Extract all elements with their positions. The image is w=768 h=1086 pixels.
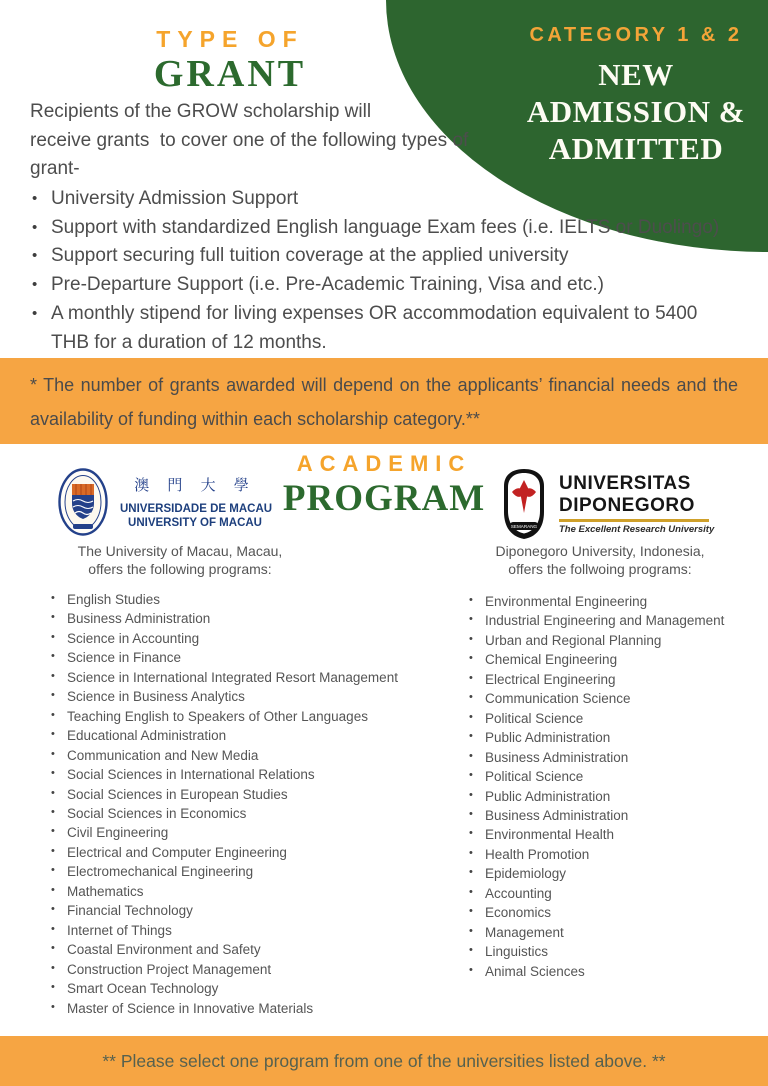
diponegoro-program-item: • Health Promotion: [469, 845, 759, 864]
macau-program-item: • Coastal Environment and Safety: [51, 940, 431, 959]
diponegoro-caption-line: Diponegoro University, Indonesia,: [495, 543, 705, 559]
diponegoro-tagline: The Excellent Research University: [559, 523, 715, 535]
section-eyebrow-academic: ACADEMIC: [296, 451, 472, 476]
macau-english-name: UNIVERSITY OF MACAU: [128, 517, 262, 529]
university-of-macau-logo: [58, 468, 273, 536]
diponegoro-program-item: • Environmental Health: [469, 825, 759, 844]
diponegoro-program-item: • Public Administration: [469, 787, 759, 806]
macau-program-item: • Educational Administration: [51, 726, 431, 745]
diponegoro-program-item: • Political Science: [469, 767, 759, 786]
diponegoro-program-item: • Public Administration: [469, 728, 759, 747]
select-program-banner: [0, 1036, 768, 1086]
diponegoro-caption-line: offers the follwoing programs:: [508, 560, 692, 577]
section-title-program: PROGRAM: [282, 478, 486, 519]
macau-program-item: • Internet of Things: [51, 921, 431, 940]
diponegoro-name-line1: UNIVERSITAS: [559, 473, 691, 495]
grant-type-list: [32, 185, 732, 357]
diponegoro-program-item: • Business Administration: [469, 806, 759, 825]
category-badge: [505, 24, 767, 167]
funding-note-text: * The number of grants awarded will depend on the applicants’ financial needs and the availability of funding within each scholarship category.**: [30, 375, 738, 429]
diponegoro-caption: [475, 543, 725, 578]
macau-program-item: • Construction Project Management: [51, 960, 431, 979]
section-eyebrow-type-of: TYPE OF: [156, 26, 304, 52]
grant-type-item: • Pre-Departure Support (i.e. Pre-Academic Training, Visa and etc.): [32, 271, 732, 300]
badge-category-label: CATEGORY 1 & 2: [529, 24, 743, 46]
diponegoro-program-item: • Economics: [469, 903, 759, 922]
macau-program-item: • Civil Engineering: [51, 823, 431, 842]
macau-program-item: • Science in Finance: [51, 648, 431, 667]
macau-program-item: • Science in Business Analytics: [51, 687, 431, 706]
macau-program-item: • Mathematics: [51, 882, 431, 901]
badge-title-line: NEW: [598, 57, 674, 92]
intro-line: receive grants to cover one of the following types of: [30, 129, 469, 151]
macau-emblem-icon: [58, 468, 108, 536]
diponegoro-program-item: • Chemical Engineering: [469, 650, 759, 669]
macau-program-item: • Financial Technology: [51, 901, 431, 920]
diponegoro-shield-icon: [502, 468, 546, 540]
intro-line: grant-: [30, 158, 80, 180]
diponegoro-program-item: • Communication Science: [469, 689, 759, 708]
macau-program-item: • Business Administration: [51, 609, 431, 628]
macau-portuguese-name: UNIVERSIDADE DE MACAU: [120, 503, 273, 515]
page-title-grant: GRANT: [153, 53, 307, 95]
macau-logo-text: [120, 474, 273, 530]
macau-program-item: • Master of Science in Innovative Materials: [51, 999, 431, 1018]
grant-type-item: • Support securing full tuition coverage at the applied university: [32, 242, 732, 271]
macau-program-item: • Social Sciences in International Relations: [51, 765, 431, 784]
macau-program-item: • Science in Accounting: [51, 629, 431, 648]
grant-type-item: • A monthly stipend for living expenses OR accommodation equivalent to 5400 THB for a duration of 12 months.: [32, 300, 732, 357]
intro-paragraph: [30, 98, 470, 184]
intro-line: Recipients of the GROW scholarship will: [30, 101, 372, 122]
macau-caption: [55, 543, 305, 578]
macau-program-item: • Electromechanical Engineering: [51, 862, 431, 881]
macau-caption-line: The University of Macau, Macau,: [77, 543, 283, 559]
macau-program-item: • Electrical and Computer Engineering: [51, 843, 431, 862]
diponegoro-program-list: [469, 592, 759, 981]
macau-program-item: • Teaching English to Speakers of Other Languages: [51, 707, 431, 726]
diponegoro-program-item: • Animal Sciences: [469, 962, 759, 981]
diponegoro-name-line2: DIPONEGORO: [559, 494, 695, 516]
macau-program-list: [51, 590, 431, 1018]
grant-type-item: • Support with standardized English language Exam fees (i.e. IELTS or Duolingo): [32, 214, 732, 243]
macau-caption-line: offers the following programs:: [88, 560, 272, 577]
grant-type-item: • University Admission Support: [32, 185, 732, 214]
badge-title-line: ADMISSION &: [526, 94, 746, 129]
macau-program-item: • Social Sciences in European Studies: [51, 785, 431, 804]
macau-cjk-name: 澳 門 大 學: [134, 477, 256, 494]
diponegoro-program-item: • Electrical Engineering: [469, 670, 759, 689]
macau-program-item: • English Studies: [51, 590, 431, 609]
funding-note-banner: [0, 358, 768, 444]
macau-program-item: • Communication and New Media: [51, 746, 431, 765]
diponegoro-program-item: • Accounting: [469, 884, 759, 903]
diponegoro-program-item: • Linguistics: [469, 942, 759, 961]
macau-program-item: • Smart Ocean Technology: [51, 979, 431, 998]
select-program-text: ** Please select one program from one of the universities listed above. **: [102, 1051, 666, 1071]
macau-program-item: • Social Sciences in Economics: [51, 804, 431, 823]
diponegoro-gold-rule: [559, 519, 709, 522]
diponegoro-ribbon-text: SEMARANG: [510, 523, 538, 529]
badge-title: [505, 56, 767, 167]
diponegoro-logo-text: [559, 473, 719, 535]
diponegoro-program-item: • Industrial Engineering and Management: [469, 611, 759, 630]
universitas-diponegoro-logo: [502, 468, 719, 540]
diponegoro-program-item: • Business Administration: [469, 748, 759, 767]
diponegoro-program-item: • Urban and Regional Planning: [469, 631, 759, 650]
diponegoro-program-item: • Management: [469, 923, 759, 942]
badge-title-line: ADMITTED: [548, 131, 724, 166]
diponegoro-program-item: • Epidemiology: [469, 864, 759, 883]
diponegoro-program-item: • Environmental Engineering: [469, 592, 759, 611]
diponegoro-program-item: • Political Science: [469, 709, 759, 728]
macau-program-item: • Science in International Integrated Resort Management: [51, 668, 431, 687]
